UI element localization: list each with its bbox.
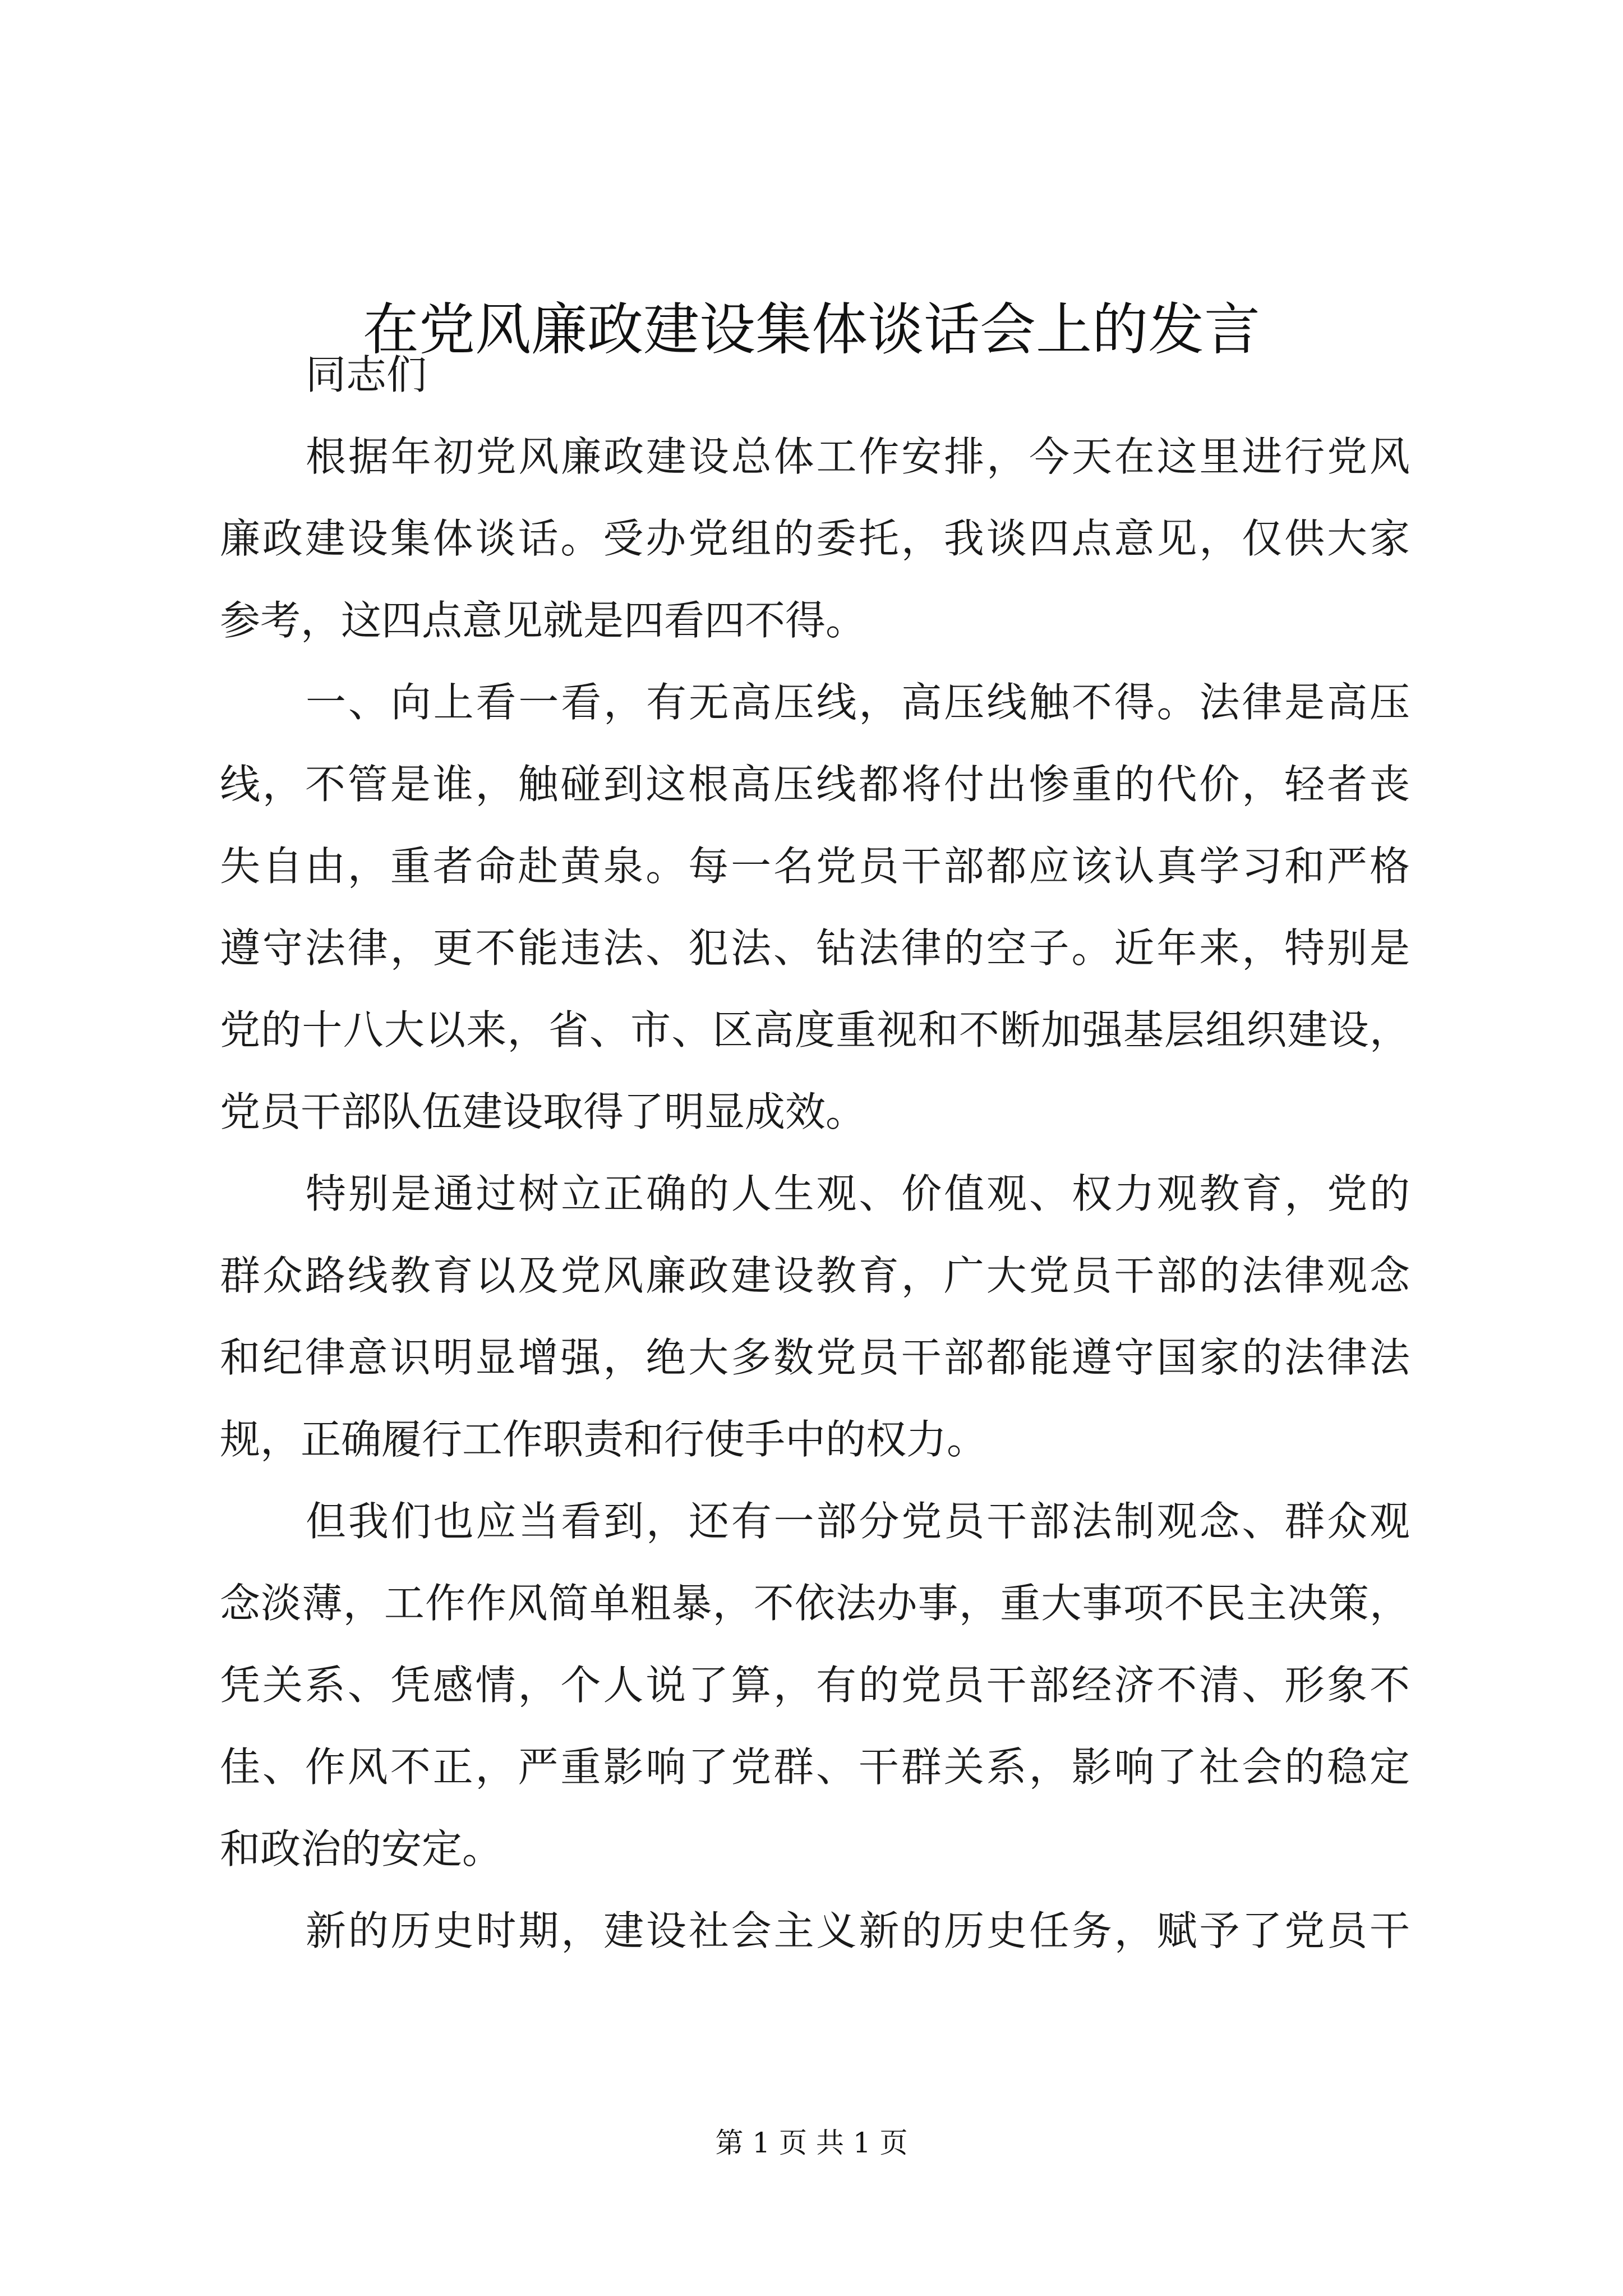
greeting-line: 同志们 — [306, 351, 427, 398]
paragraph-line: 佳、作风不正，严重影响了党群、干群关系，影响了社会的稳定 — [220, 1743, 1410, 1791]
paragraph-line: 和纪律意识明显增强，绝大多数党员干部都能遵守国家的法律法 — [220, 1334, 1410, 1381]
paragraph-line: 规，正确履行工作职责和行使手中的权力。 — [220, 1416, 988, 1463]
paragraph-line: 参考，这四点意见就是四看四不得。 — [220, 597, 866, 644]
paragraph-line: 特别是通过树立正确的人生观、价值观、权力观教育，党的 — [306, 1170, 1410, 1217]
paragraph-line: 党员干部队伍建设取得了明显成效。 — [220, 1088, 866, 1135]
paragraph-line: 一、向上看一看，有无高压线，高压线触不得。法律是高压 — [306, 679, 1410, 726]
paragraph-line: 党的十八大以来，省、市、区高度重视和不断加强基层组织建设， — [220, 1006, 1410, 1053]
paragraph-line: 新的历史时期，建设社会主义新的历史任务，赋予了党员干 — [306, 1907, 1410, 1954]
paragraph-line: 念淡薄，工作作风简单粗暴，不依法办事，重大事项不民主决策， — [220, 1580, 1410, 1627]
paragraph-line: 凭关系、凭感情，个人说了算，有的党员干部经济不清、形象不 — [220, 1662, 1410, 1709]
paragraph-line: 和政治的安定。 — [220, 1825, 503, 1872]
page-footer: 第 1 页 共 1 页 — [715, 2127, 908, 2159]
paragraph-line: 线，不管是谁，触碰到这根高压线都将付出惨重的代价，轻者丧 — [220, 761, 1410, 808]
paragraph-line: 廉政建设集体谈话。受办党组的委托，我谈四点意见，仅供大家 — [220, 515, 1410, 562]
paragraph-line: 群众路线教育以及党风廉政建设教育，广大党员干部的法律观念 — [220, 1252, 1410, 1299]
paragraph-line: 遵守法律，更不能违法、犯法、钻法律的空子。近年来，特别是 — [220, 924, 1410, 972]
paragraph-line: 根据年初党风廉政建设总体工作安排，今天在这里进行党风 — [306, 433, 1410, 480]
paragraph-line: 但我们也应当看到，还有一部分党员干部法制观念、群众观 — [306, 1498, 1410, 1545]
paragraph-line: 失自由，重者命赴黄泉。每一名党员干部都应该认真学习和严格 — [220, 843, 1410, 890]
document-title: 在党风廉政建设集体谈话会上的发言 — [363, 297, 1260, 362]
